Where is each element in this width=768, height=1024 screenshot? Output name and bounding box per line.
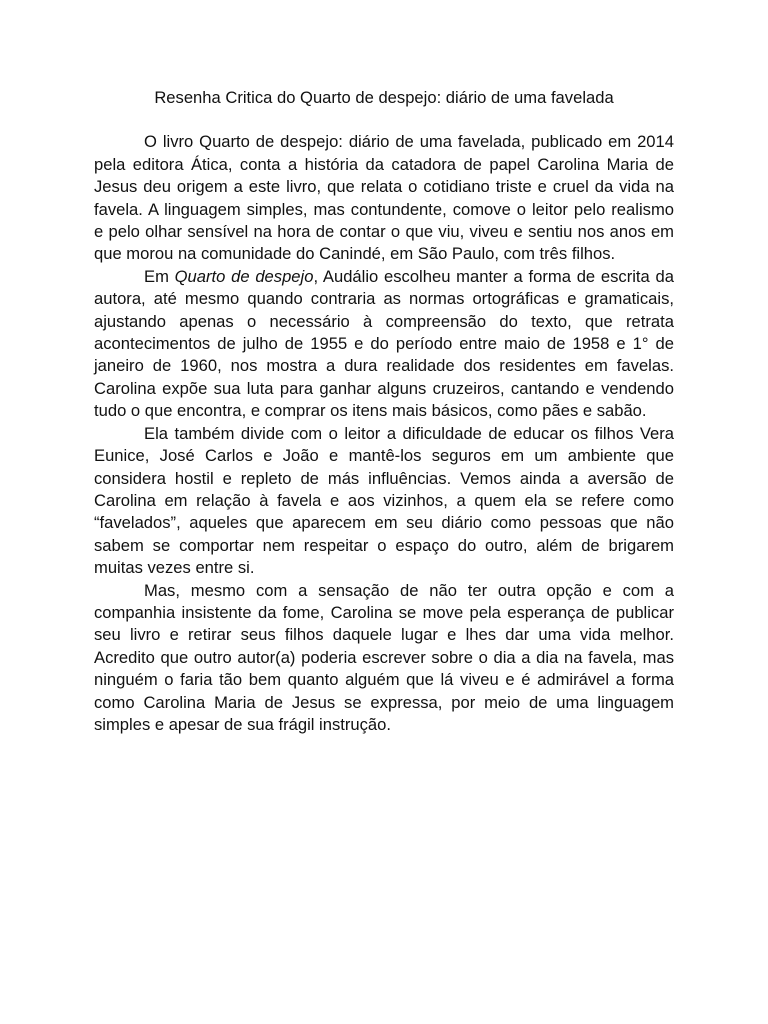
document-title: Resenha Critica do Quarto de despejo: diário de uma favelada <box>154 88 614 107</box>
paragraph-3 <box>94 423 674 580</box>
paragraph-2 <box>94 266 674 423</box>
document-page <box>94 87 674 736</box>
paragraph-1 <box>94 131 674 265</box>
paragraph-4 <box>94 580 674 737</box>
paragraph-3-text: Ela também divide com o leitor a dificuldade de educar os filhos Vera Eunice, José Carlos e João e mantê-los seguros em um ambiente que considera hostil e repleto de más influências. Vemos ainda a aversão de Carolina em relação à favela e aos vizinhos, a quem ela se refere como “favelados”, aqueles que aparecem em seu diário como pessoas que não sabem se comportar nem respeitar o espaço do outro, além de brigarem muitas vezes entre si. <box>94 423 674 578</box>
paragraph-4-text: Mas, mesmo com a sensação de não ter outra opção e com a companhia insistente da fome, Carolina se move pela esperança de publicar seu livro e retirar seus filhos daquele lugar e lhes dar uma vida melhor. Acredito que outro autor(a) poderia escrever sobre o dia a dia na favela, mas ninguém o faria tão bem quanto alguém que lá viveu e é admirável a forma como Carolina Maria de Jesus se expressa, por meio de uma linguagem simples e apesar de sua frágil instrução. <box>94 580 674 734</box>
paragraph-2-text: , Audálio escolheu manter a forma de escrita da autora, até mesmo quando contraria as normas ortográficas e gramaticais, ajustando apenas o necessário à compreensão do texto, que retrata acontecimentos de julho de 1955 e do período entre maio de 1958 e 1° de janeiro de 1960, nos mostra a dura realidade dos residentes em favelas. Carolina expõe sua luta para ganhar alguns cruzeiros, cantando e vendendo tudo o que encontra, e comprar os itens mais básicos, como pães e sabão. <box>94 266 674 421</box>
book-title-italic: Quarto de despejo <box>174 266 314 286</box>
paragraph-1-text: O livro Quarto de despejo: diário de uma favelada, publicado em 2014 pela editora Ática, conta a história da catadora de papel Carolina Maria de Jesus deu origem a este livro, que relata o cotidiano triste e cruel da vida na favela. A linguagem simples, mas contundente, comove o leitor pelo realismo e pelo olhar sensível na hora de contar o que viu, viveu e sentiu nos anos em que morou na comunidade do Canindé, em São Paulo, com três filhos. <box>94 132 674 264</box>
paragraph-2-prefix: Em <box>144 266 175 286</box>
